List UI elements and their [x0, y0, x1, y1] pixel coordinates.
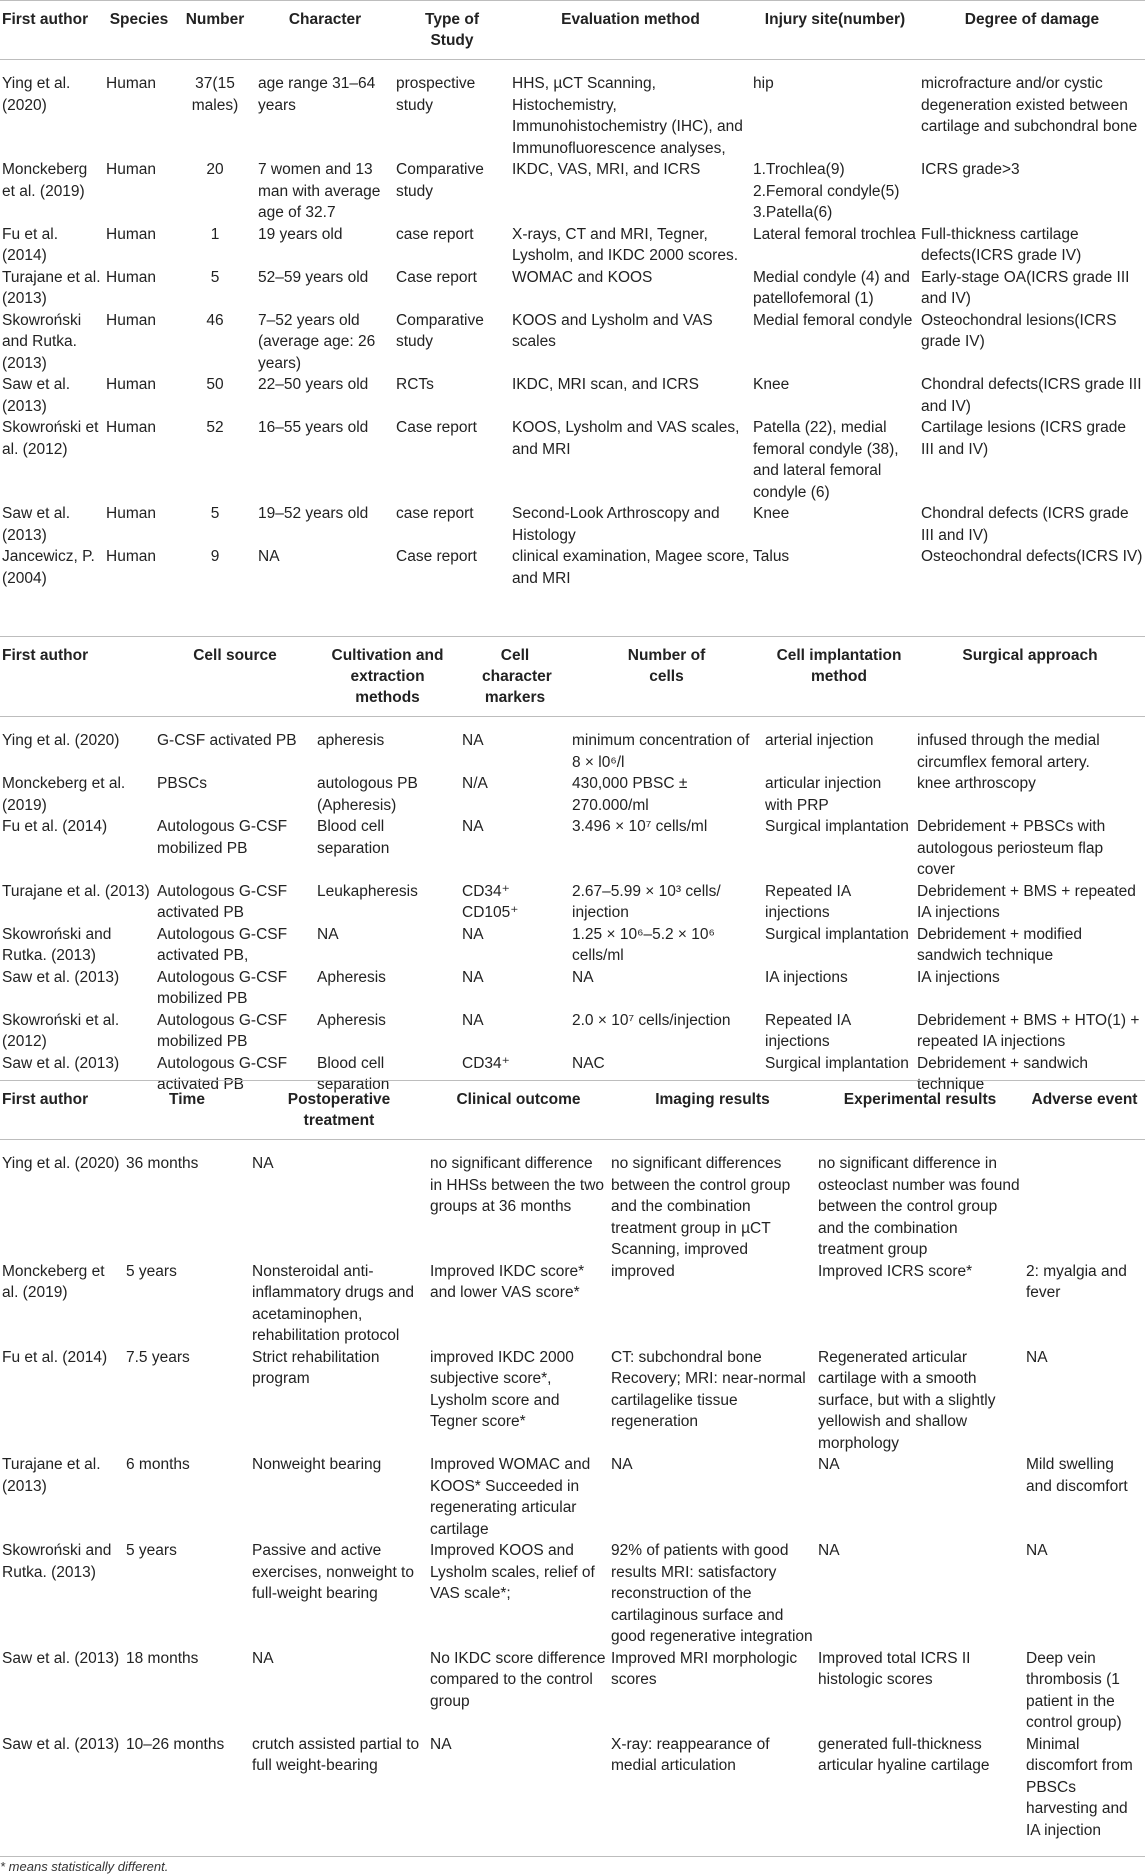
table-cell: NA	[258, 548, 280, 565]
table-row	[0, 816, 1145, 881]
column-header: Imaging results	[609, 1081, 816, 1140]
table-cell: IKDC, MRI scan, and ICRS	[512, 376, 699, 393]
table-row	[0, 1347, 1145, 1455]
table-cell: Autologous G-CSF activated PB,	[157, 925, 288, 964]
table-cell: Monckeberg et al. (2019)	[2, 1262, 105, 1301]
table-cell: Fu et al. (2014)	[2, 818, 108, 835]
table-cell: PBSCs	[157, 775, 207, 792]
table-cell: IKDC, VAS, MRI, and ICRS	[512, 161, 701, 178]
table-cell: no significant difference in osteoclast number was found between the control group and the combination treatment group	[818, 1155, 1020, 1258]
table-cell: 46	[206, 311, 224, 329]
table-cell: Human	[106, 161, 156, 178]
table-cell: improved	[611, 1262, 675, 1280]
table-cell: Minimal discomfort from PBSCs harvesting and IA injection	[1026, 1735, 1133, 1839]
table-cell: Nonsteroidal anti-inflammatory drugs and acetaminophen, rehabilitation protocol	[252, 1262, 414, 1344]
table-cell: Improved WOMAC and KOOS* Succeeded in regenerating articular cartilage	[430, 1456, 591, 1538]
table-cell: Skowroński and Rutka. (2013)	[2, 311, 82, 372]
table-row	[0, 1140, 1145, 1261]
table-row	[0, 1648, 1145, 1734]
table-cell: 52	[206, 419, 224, 436]
table-cell: NA	[611, 1456, 633, 1473]
table-cell: NA	[317, 925, 339, 943]
table-cell: Second-Look Arthroscopy and Histology	[512, 505, 720, 544]
column-header: Cell character markers	[460, 637, 570, 717]
table-cell: No IKDC score difference compared to the control group	[430, 1649, 606, 1710]
table-cell: NA	[818, 1456, 840, 1473]
table-cell: knee arthroscopy	[917, 775, 1036, 792]
table-cell: Knee	[753, 376, 790, 393]
table-cell: Improved KOOS and Lysholm scales, relief of VAS scale*;	[430, 1542, 595, 1602]
table-cell: G-CSF activated PB	[157, 732, 297, 749]
table-cell: Surgical implantation	[765, 1054, 909, 1072]
column-header: First author	[0, 637, 155, 717]
table-row	[0, 924, 1145, 967]
table-cell: 22–50 years old	[258, 376, 369, 393]
table-cell: Blood cell separation	[317, 818, 390, 857]
table-row	[0, 374, 1145, 417]
table-cell: Leukapheresis	[317, 882, 418, 900]
table-cell: Saw et al. (2013)	[2, 1735, 120, 1753]
table-row	[0, 717, 1145, 774]
table-cell: CD34⁺	[462, 1054, 510, 1072]
table-cell: hip	[753, 75, 774, 92]
table-cell: Strict rehabilitation program	[252, 1348, 380, 1387]
table-cell: CT: subchondral bone Recovery; MRI: near-normal cartilagelike tissue regeneration	[611, 1348, 806, 1430]
table-cell: Talus	[753, 548, 790, 565]
outcomes-table	[0, 1080, 1145, 1841]
table-cell: Fu et al. (2014)	[2, 225, 58, 264]
table-footnote: * means statistically different.	[0, 1856, 1145, 1874]
table-cell: Debridement + BMS + HTO(1) + repeated IA injections	[917, 1011, 1140, 1050]
table-cell: Comparative study	[396, 161, 484, 200]
column-header: Type of Study	[394, 1, 510, 60]
table-cell: KOOS and Lysholm and VAS scales	[512, 311, 713, 350]
table-cell: Improved IKDC score* and lower VAS score*	[430, 1262, 585, 1301]
column-header: Experimental results	[816, 1081, 1024, 1140]
column-header: Cultivation and extraction methods	[315, 637, 460, 717]
table-cell: clinical examination, Magee score, and MRI	[512, 548, 749, 587]
table-cell: 52–59 years old	[258, 268, 369, 286]
table-cell: Autologous G-CSF mobilized PB	[157, 818, 288, 857]
table-cell: 7 women and 13 man with average age of 32.7	[258, 161, 381, 221]
table-cell: IA injections	[917, 968, 1000, 986]
column-header: Number	[174, 1, 256, 60]
column-header: Injury site(number)	[751, 1, 919, 60]
table-cell: Human	[106, 311, 156, 329]
table-cell: 3.496 × 10⁷ cells/ml	[572, 818, 708, 835]
table-row	[0, 881, 1145, 924]
table-row	[0, 967, 1145, 1010]
table-row	[0, 159, 1145, 224]
table-row	[0, 417, 1145, 503]
table-cell: Human	[106, 548, 156, 565]
table-cell: 19–52 years old	[258, 505, 369, 522]
table-cell: 18 months	[126, 1649, 199, 1667]
table-cell: RCTs	[396, 376, 434, 393]
table-cell: Patella (22), medial femoral condyle (38), and lateral femoral condyle (6)	[753, 419, 899, 501]
table-cell: 6 months	[126, 1456, 190, 1473]
column-header: Character	[256, 1, 394, 60]
table-cell: Autologous G-CSF activated PB	[157, 1054, 288, 1093]
table-cell: 9	[210, 548, 220, 565]
column-header: Clinical outcome	[428, 1081, 609, 1140]
table-cell: 2.0 × 10⁷ cells/injection	[572, 1011, 731, 1029]
table-cell: Comparative study	[396, 311, 484, 350]
table-cell: IA injections	[765, 968, 848, 986]
table-cell: no significant differences between the control group and the combination treatment group in µCT Scanning, improved	[611, 1155, 791, 1258]
table-cell: minimum concentration of 8 × l0⁶/l	[572, 732, 750, 771]
table-cell: Debridement + sandwich technique	[917, 1054, 1089, 1093]
table-cell: NA	[818, 1542, 840, 1559]
table-cell: 7–52 years old (average age: 26 years)	[258, 311, 376, 372]
table-cell: Improved total ICRS II histologic scores	[818, 1649, 971, 1688]
table-cell: Human	[106, 75, 156, 92]
cell-source-table	[0, 636, 1145, 1096]
table-cell: 16–55 years old	[258, 419, 369, 436]
table-row	[0, 224, 1145, 267]
table-cell: Apheresis	[317, 1011, 386, 1029]
table-cell: 19 years old	[258, 225, 343, 243]
column-header: Degree of damage	[919, 1, 1145, 60]
table-cell: Improved MRI morphologic scores	[611, 1649, 798, 1688]
table-cell: HHS, µCT Scanning, Histochemistry, Immunohistochemistry (IHC), and Immunofluorescence analyses,	[512, 75, 743, 157]
table-cell: Chondral defects (ICRS grade III and IV)	[921, 505, 1129, 544]
table-cell: articular injection with PRP	[765, 775, 882, 814]
table-cell: NA	[572, 968, 594, 986]
table-cell: Jancewicz, P.(2004)	[2, 548, 95, 587]
table-cell: Saw et al. (2013)	[2, 505, 71, 544]
table-cell: Skowroński et al. (2012)	[2, 1011, 120, 1050]
table-cell: WOMAC and KOOS	[512, 268, 653, 286]
table-cell: Monckeberg et al. (2019)	[2, 775, 126, 814]
table-cell: KOOS, Lysholm and VAS scales, and MRI	[512, 419, 740, 458]
table-header-row	[0, 1081, 1145, 1140]
table-cell: Saw et al. (2013)	[2, 1649, 120, 1667]
table-cell: Deep vein thrombosis (1 patient in the control group)	[1026, 1649, 1122, 1731]
column-header: First author	[0, 1, 104, 60]
table-cell: Ying et al. (2020)	[2, 732, 120, 749]
table-cell: NA	[252, 1155, 274, 1172]
table-cell: Mild swelling and discomfort	[1026, 1456, 1128, 1495]
column-header: Adverse event	[1024, 1081, 1145, 1140]
table-cell: Nonweight bearing	[252, 1456, 382, 1473]
table-cell: Early-stage OA(ICRS grade III and IV)	[921, 268, 1130, 307]
table-cell: autologous PB (Apheresis)	[317, 775, 418, 814]
table-cell: Human	[106, 268, 156, 286]
column-header: Cell source	[155, 637, 315, 717]
column-header: Number of cells	[570, 637, 763, 717]
column-header: Time	[124, 1081, 250, 1140]
table-cell: Apheresis	[317, 968, 386, 986]
table-cell: NA	[1026, 1542, 1048, 1559]
column-header: Surgical approach	[915, 637, 1145, 717]
table-cell: Debridement + PBSCs with autologous periosteum flap cover	[917, 818, 1106, 878]
table-cell: Skowroński and Rutka. (2013)	[2, 1542, 112, 1581]
table-cell: Repeated IA injections	[765, 1011, 851, 1050]
table-cell: 20	[206, 161, 224, 178]
table-cell: Chondral defects(ICRS grade III and IV)	[921, 376, 1142, 415]
table-cell: NA	[462, 968, 484, 986]
table-header-row	[0, 1, 1145, 60]
table-cell: Debridement + BMS + repeated IA injections	[917, 882, 1136, 921]
table-cell: Blood cell separation	[317, 1054, 390, 1093]
table-cell: Fu et al. (2014)	[2, 1348, 108, 1366]
table-cell: N/A	[462, 775, 488, 792]
table-cell: Case report	[396, 268, 477, 286]
table-cell: Osteochondral lesions(ICRS grade IV)	[921, 311, 1117, 350]
table-cell: apheresis	[317, 732, 385, 749]
table-cell: infused through the medial circumflex femoral artery.	[917, 732, 1100, 771]
table-cell: 92% of patients with good results MRI: satisfactory reconstruction of the cartilaginous surface and good regenerative integration	[611, 1542, 813, 1645]
table-cell: 5	[210, 268, 220, 286]
table-cell: Autologous G-CSF activated PB	[157, 882, 288, 921]
table-row	[0, 546, 1145, 589]
table-header-row	[0, 637, 1145, 717]
table-cell: Full-thickness cartilage defects(ICRS grade IV)	[921, 225, 1082, 264]
table-cell: Medial condyle (4) and patellofemoral (1)	[753, 268, 910, 307]
table-row	[0, 60, 1145, 160]
table-cell: NA	[462, 925, 484, 943]
table-cell: arterial injection	[765, 732, 874, 749]
table-cell: age range 31–64 years	[258, 75, 376, 114]
column-header: Postoperative treatment	[250, 1081, 428, 1140]
table-cell: Skowroński et al. (2012)	[2, 419, 99, 458]
table-cell: Regenerated articular cartilage with a smooth surface, but with a slightly yellowish and shallow morphology	[818, 1348, 996, 1452]
table-cell: 36 months	[126, 1155, 199, 1172]
table-cell: Monckeberg et al. (2019)	[2, 161, 88, 200]
table-cell: 2: myalgia and fever	[1026, 1262, 1127, 1301]
table-cell: 7.5 years	[126, 1348, 190, 1366]
column-header: Species	[104, 1, 174, 60]
table-cell	[1024, 1140, 1145, 1261]
table-cell: Human	[106, 225, 156, 243]
table-cell: Turajane et al. (2013)	[2, 882, 150, 900]
table-cell: Passive and active exercises, nonweight to full-weight bearing	[252, 1542, 414, 1602]
table-row	[0, 310, 1145, 375]
table-row	[0, 1454, 1145, 1540]
table-cell: Saw et al. (2013)	[2, 376, 71, 415]
table-cell: NA	[462, 818, 484, 835]
table-cell: NA	[462, 732, 484, 749]
table-cell: Human	[106, 419, 156, 436]
table-cell: 10–26 months	[126, 1735, 225, 1753]
table-cell: Medial femoral condyle	[753, 311, 913, 329]
table-cell: 1.25 × 10⁶–5.2 × 10⁶ cells/ml	[572, 925, 715, 964]
table-row	[0, 1010, 1145, 1053]
column-header: First author	[0, 1081, 124, 1140]
column-header: Cell implantation method	[763, 637, 915, 717]
table-cell: Debridement + modified sandwich technique	[917, 925, 1082, 964]
table-cell: NA	[462, 1011, 484, 1029]
table-cell: Autologous G-CSF mobilized PB	[157, 1011, 288, 1050]
table-row	[0, 1540, 1145, 1648]
table-cell: 5 years	[126, 1542, 177, 1559]
column-header: Evaluation method	[510, 1, 751, 60]
table-cell: X-ray: reappearance of medial articulation	[611, 1735, 770, 1774]
table-cell: ICRS grade>3	[921, 161, 1020, 178]
table-cell: Repeated IA injections	[765, 882, 851, 921]
table-cell: 37(15 males)	[191, 75, 239, 114]
table-cell: microfracture and/or cystic degeneration existed between cartilage and subchondral bone	[921, 75, 1138, 135]
table-cell: crutch assisted partial to full weight-bearing	[252, 1735, 420, 1774]
table-cell: Saw et al. (2013)	[2, 1054, 120, 1072]
table-cell: 430,000 PBSC ± 270.000/ml	[572, 775, 688, 814]
table-cell: Cartilage lesions (ICRS grade III and IV)	[921, 419, 1127, 458]
table-cell: Osteochondral defects(ICRS IV)	[921, 548, 1143, 565]
table-row	[0, 267, 1145, 310]
table-row	[0, 1734, 1145, 1842]
table-cell: prospective study	[396, 75, 476, 114]
table-cell: Human	[106, 376, 156, 393]
table-cell: 2.67–5.99 × 10³ cells/ injection	[572, 882, 721, 921]
table-row	[0, 1261, 1145, 1347]
table-cell: improved IKDC 2000 subjective score*, Lysholm score and Tegner score*	[430, 1348, 574, 1430]
table-cell: CD34⁺ CD105⁺	[462, 882, 519, 921]
table-cell: NA	[1026, 1348, 1048, 1366]
table-cell: no significant difference in HHSs between the two groups at 36 months	[430, 1155, 605, 1215]
table-cell: 50	[206, 376, 224, 393]
table-row	[0, 773, 1145, 816]
table-cell: X-rays, CT and MRI, Tegner, Lysholm, and IKDC 2000 scores.	[512, 225, 739, 264]
table-cell: 5	[210, 505, 220, 522]
table-cell: 1	[210, 225, 220, 243]
table-cell: 1.Trochlea(9) 2.Femoral condyle(5) 3.Patella(6)	[753, 161, 900, 221]
table-cell: Autologous G-CSF mobilized PB	[157, 968, 288, 1007]
table-cell: Turajane et al. (2013)	[2, 1456, 101, 1495]
table-cell: Case report	[396, 548, 477, 565]
table-cell: Surgical implantation	[765, 925, 909, 943]
table-cell: Surgical implantation	[765, 818, 909, 835]
table-cell: NA	[430, 1735, 452, 1753]
table-cell: Skowroński and Rutka. (2013)	[2, 925, 112, 964]
table-cell: NAC	[572, 1054, 605, 1072]
table-cell: Lateral femoral trochlea	[753, 225, 916, 243]
study-characteristics-table	[0, 0, 1145, 589]
table-cell: Knee	[753, 505, 790, 522]
table-cell: Improved ICRS score*	[818, 1262, 973, 1280]
table-cell: Case report	[396, 419, 477, 436]
table-cell: Ying et al. (2020)	[2, 75, 71, 114]
table-cell: generated full-thickness articular hyaline cartilage	[818, 1735, 990, 1774]
table-cell: Turajane et al. (2013)	[2, 268, 101, 307]
table-cell: Saw et al. (2013)	[2, 968, 120, 986]
table-cell: Human	[106, 505, 156, 522]
table-cell: NA	[252, 1649, 274, 1667]
table-row	[0, 503, 1145, 546]
table-cell: 5 years	[126, 1262, 177, 1280]
table-cell: Ying et al. (2020)	[2, 1155, 120, 1172]
table-cell: case report	[396, 505, 474, 522]
table-cell: case report	[396, 225, 474, 243]
